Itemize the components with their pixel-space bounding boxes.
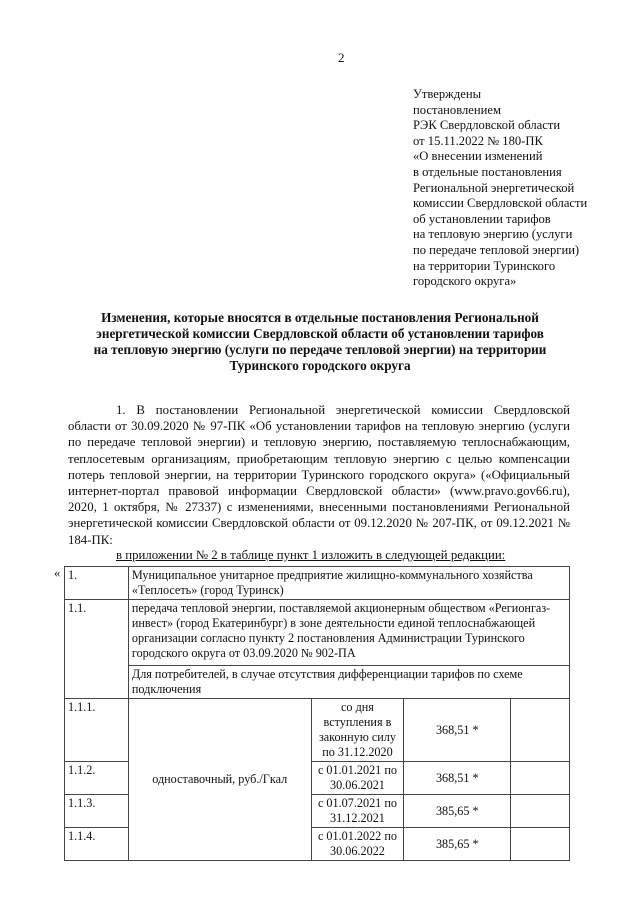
approval-line: Утверждены <box>413 87 482 101</box>
row-number: 1.1.2. <box>65 762 129 795</box>
row-number: 1.1.3. <box>65 795 129 828</box>
document-title <box>80 310 560 374</box>
tariff-value: 385,65 * <box>404 828 511 861</box>
period: с 01.01.2022 по 30.06.2022 <box>311 828 404 861</box>
table-row <box>65 666 570 699</box>
table-row <box>65 600 570 666</box>
period: со дня вступления в законную силу по 31.12.2020 <box>311 699 404 762</box>
empty-cell <box>511 795 570 828</box>
approval-block <box>413 87 587 290</box>
consumer-group: Для потребителей, в случае отсутствия дифференциации тарифов по схеме подключения <box>128 666 569 699</box>
period: с 01.07.2021 по 31.12.2021 <box>311 795 404 828</box>
approval-line: городского округа» <box>413 274 517 289</box>
approval-line: от 15.11.2022 № 180-ПК <box>413 133 543 148</box>
paragraph-text: 1. В постановлении Региональной энергетической комиссии Свердловской области от 30.09.2020 № 97-ПК «Об установлении тарифов на тепловую энергию (услуги по передаче тепловой энергии) и тепловую энергию, поставляемую теплоснабжающим, теплосетевым организациям, приобретающим тепловую энергию с целью компенсации потерь тепловой энергии, на территории Туринского городского округа» («Официальный интернет-портал правовой информации Свердловской области» (www.pravo.gov66.ru), 2020, 1 октября, № 27337) с изменениями, внесенными постановлениями Региональной энергетической комиссии Свердловской области от 09.12.2020 № 207-ПК, от 09.12.2021 № 184-ПК: <box>68 403 570 547</box>
approval-line: РЭК Свердловской области <box>413 118 561 133</box>
approval-line: по передаче тепловой энергии) <box>413 242 580 257</box>
sub-paragraph: в приложении № 2 в таблице пункт 1 изложить в следующей редакции: <box>116 548 506 562</box>
approval-line: об установлении тарифов <box>413 211 551 226</box>
page-number: 2 <box>338 50 345 65</box>
approval-line: «О внесении изменений <box>413 149 543 164</box>
approval-line: постановлением <box>413 102 501 117</box>
row-number: 1.1.4. <box>65 828 129 861</box>
approval-line: в отдельные постановления <box>413 164 562 179</box>
approval-line: комиссии Свердловской области <box>413 196 588 211</box>
service-description: передача тепловой энергии, поставляемой акционерным обществом «Регионгаз-инвест» (город Екатеринбург) в зоне деятельности единой теплоснабжающей организации согласно пункту 2 постановления Администрации Туринского городского округа от 03.09.2020 № 902-ПА <box>128 600 569 666</box>
row-number: 1.1. <box>65 600 129 699</box>
tariff-value: 385,65 * <box>404 795 511 828</box>
rate-type: одноставочный, руб./Гкал <box>128 699 311 861</box>
empty-cell <box>511 828 570 861</box>
body-paragraph <box>68 402 570 548</box>
title-line: на тепловую энергию (услуги по передаче тепловой энергии) на территории <box>93 342 547 357</box>
approval-line: на территории Туринского <box>413 258 556 273</box>
empty-cell <box>511 762 570 795</box>
title-line: энергетической комиссии Свердловской области об установлении тарифов <box>96 326 544 341</box>
empty-cell <box>511 699 570 762</box>
table-row <box>65 567 570 600</box>
title-line: Изменения, которые вносятся в отдельные постановления Региональной <box>101 310 539 325</box>
period: с 01.01.2021 по 30.06.2021 <box>311 762 404 795</box>
row-number: 1.1.1. <box>65 699 129 762</box>
tariff-value: 368,51 * <box>404 699 511 762</box>
table-row <box>65 699 570 762</box>
tariff-table <box>64 566 570 861</box>
approval-line: на тепловую энергию (услуги <box>413 227 573 242</box>
title-line: Туринского городского округа <box>229 358 411 373</box>
row-number: 1. <box>65 567 129 600</box>
opening-quote: « <box>54 566 61 580</box>
approval-line: Региональной энергетической <box>413 180 575 195</box>
organization-name: Муниципальное унитарное предприятие жилищно-коммунального хозяйства «Теплосеть» (город Туринск) <box>128 567 569 600</box>
tariff-value: 368,51 * <box>404 762 511 795</box>
